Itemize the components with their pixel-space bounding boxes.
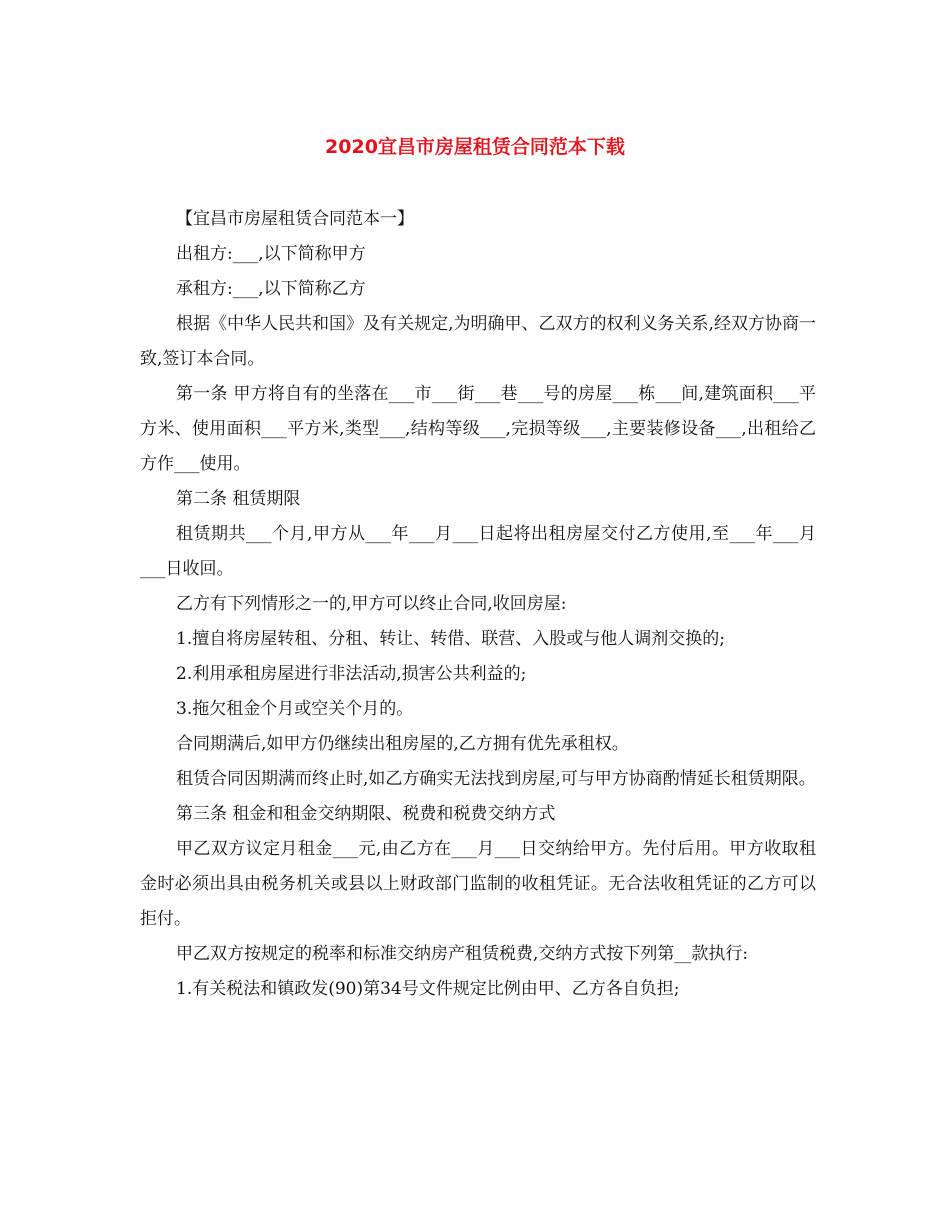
paragraph: 出租方:___,以下简称甲方 <box>176 244 366 264</box>
document-body <box>140 202 816 1007</box>
paragraph: 甲乙双方按规定的税率和标准交纳房产租赁税费,交纳方式按下列第__款执行: <box>176 944 749 964</box>
paragraph: 3.拖欠租金个月或空关个月的。 <box>176 699 414 719</box>
paragraph: 第二条 租赁期限 <box>176 489 301 509</box>
paragraph: 乙方有下列情形之一的,甲方可以终止合同,收回房屋: <box>176 594 567 614</box>
paragraph: 甲乙双方议定月租金___元,由乙方在___月___日交纳给甲方。先付后用。甲方收取租金时必须出具由税务机关或县以上财政部门监制的收租凭证。无合法收租凭证的乙方可以拒付。 <box>140 839 816 929</box>
paragraph: 1.有关税法和镇政发(90)第34号文件规定比例由甲、乙方各自负担; <box>176 979 680 999</box>
paragraph: 租赁合同因期满而终止时,如乙方确实无法找到房屋,可与甲方协商酌情延长租赁期限。 <box>176 769 816 789</box>
paragraph: 1.擅自将房屋转租、分租、转让、转借、联营、入股或与他人调剂交换的; <box>176 629 725 649</box>
document-title: 2020宜昌市房屋租赁合同范本下载 <box>325 136 625 158</box>
paragraph: 第一条 甲方将自有的坐落在___市___街___巷___号的房屋___栋___间,建筑面积___平方米、使用面积___平方米,类型___,结构等级___,完损等级___,主要装修设备___,出租给乙方作___使用。 <box>140 384 816 474</box>
paragraph: 第三条 租金和租金交纳期限、税费和税费交纳方式 <box>176 804 556 824</box>
paragraph: 承租方:___,以下简称乙方 <box>176 279 366 299</box>
paragraph: 合同期满后,如甲方仍继续出租房屋的,乙方拥有优先承租权。 <box>176 734 629 754</box>
paragraph: 2.利用承租房屋进行非法活动,损害公共利益的; <box>176 664 527 684</box>
paragraph: 【宜昌市房屋租赁合同范本一】 <box>176 209 414 229</box>
paragraph: 租赁期共___个月,甲方从___年___月___日起将出租房屋交付乙方使用,至___年___月___日收回。 <box>140 524 816 579</box>
paragraph: 根据《中华人民共和国》及有关规定,为明确甲、乙双方的权利义务关系,经双方协商一致,签订本合同。 <box>140 314 816 369</box>
